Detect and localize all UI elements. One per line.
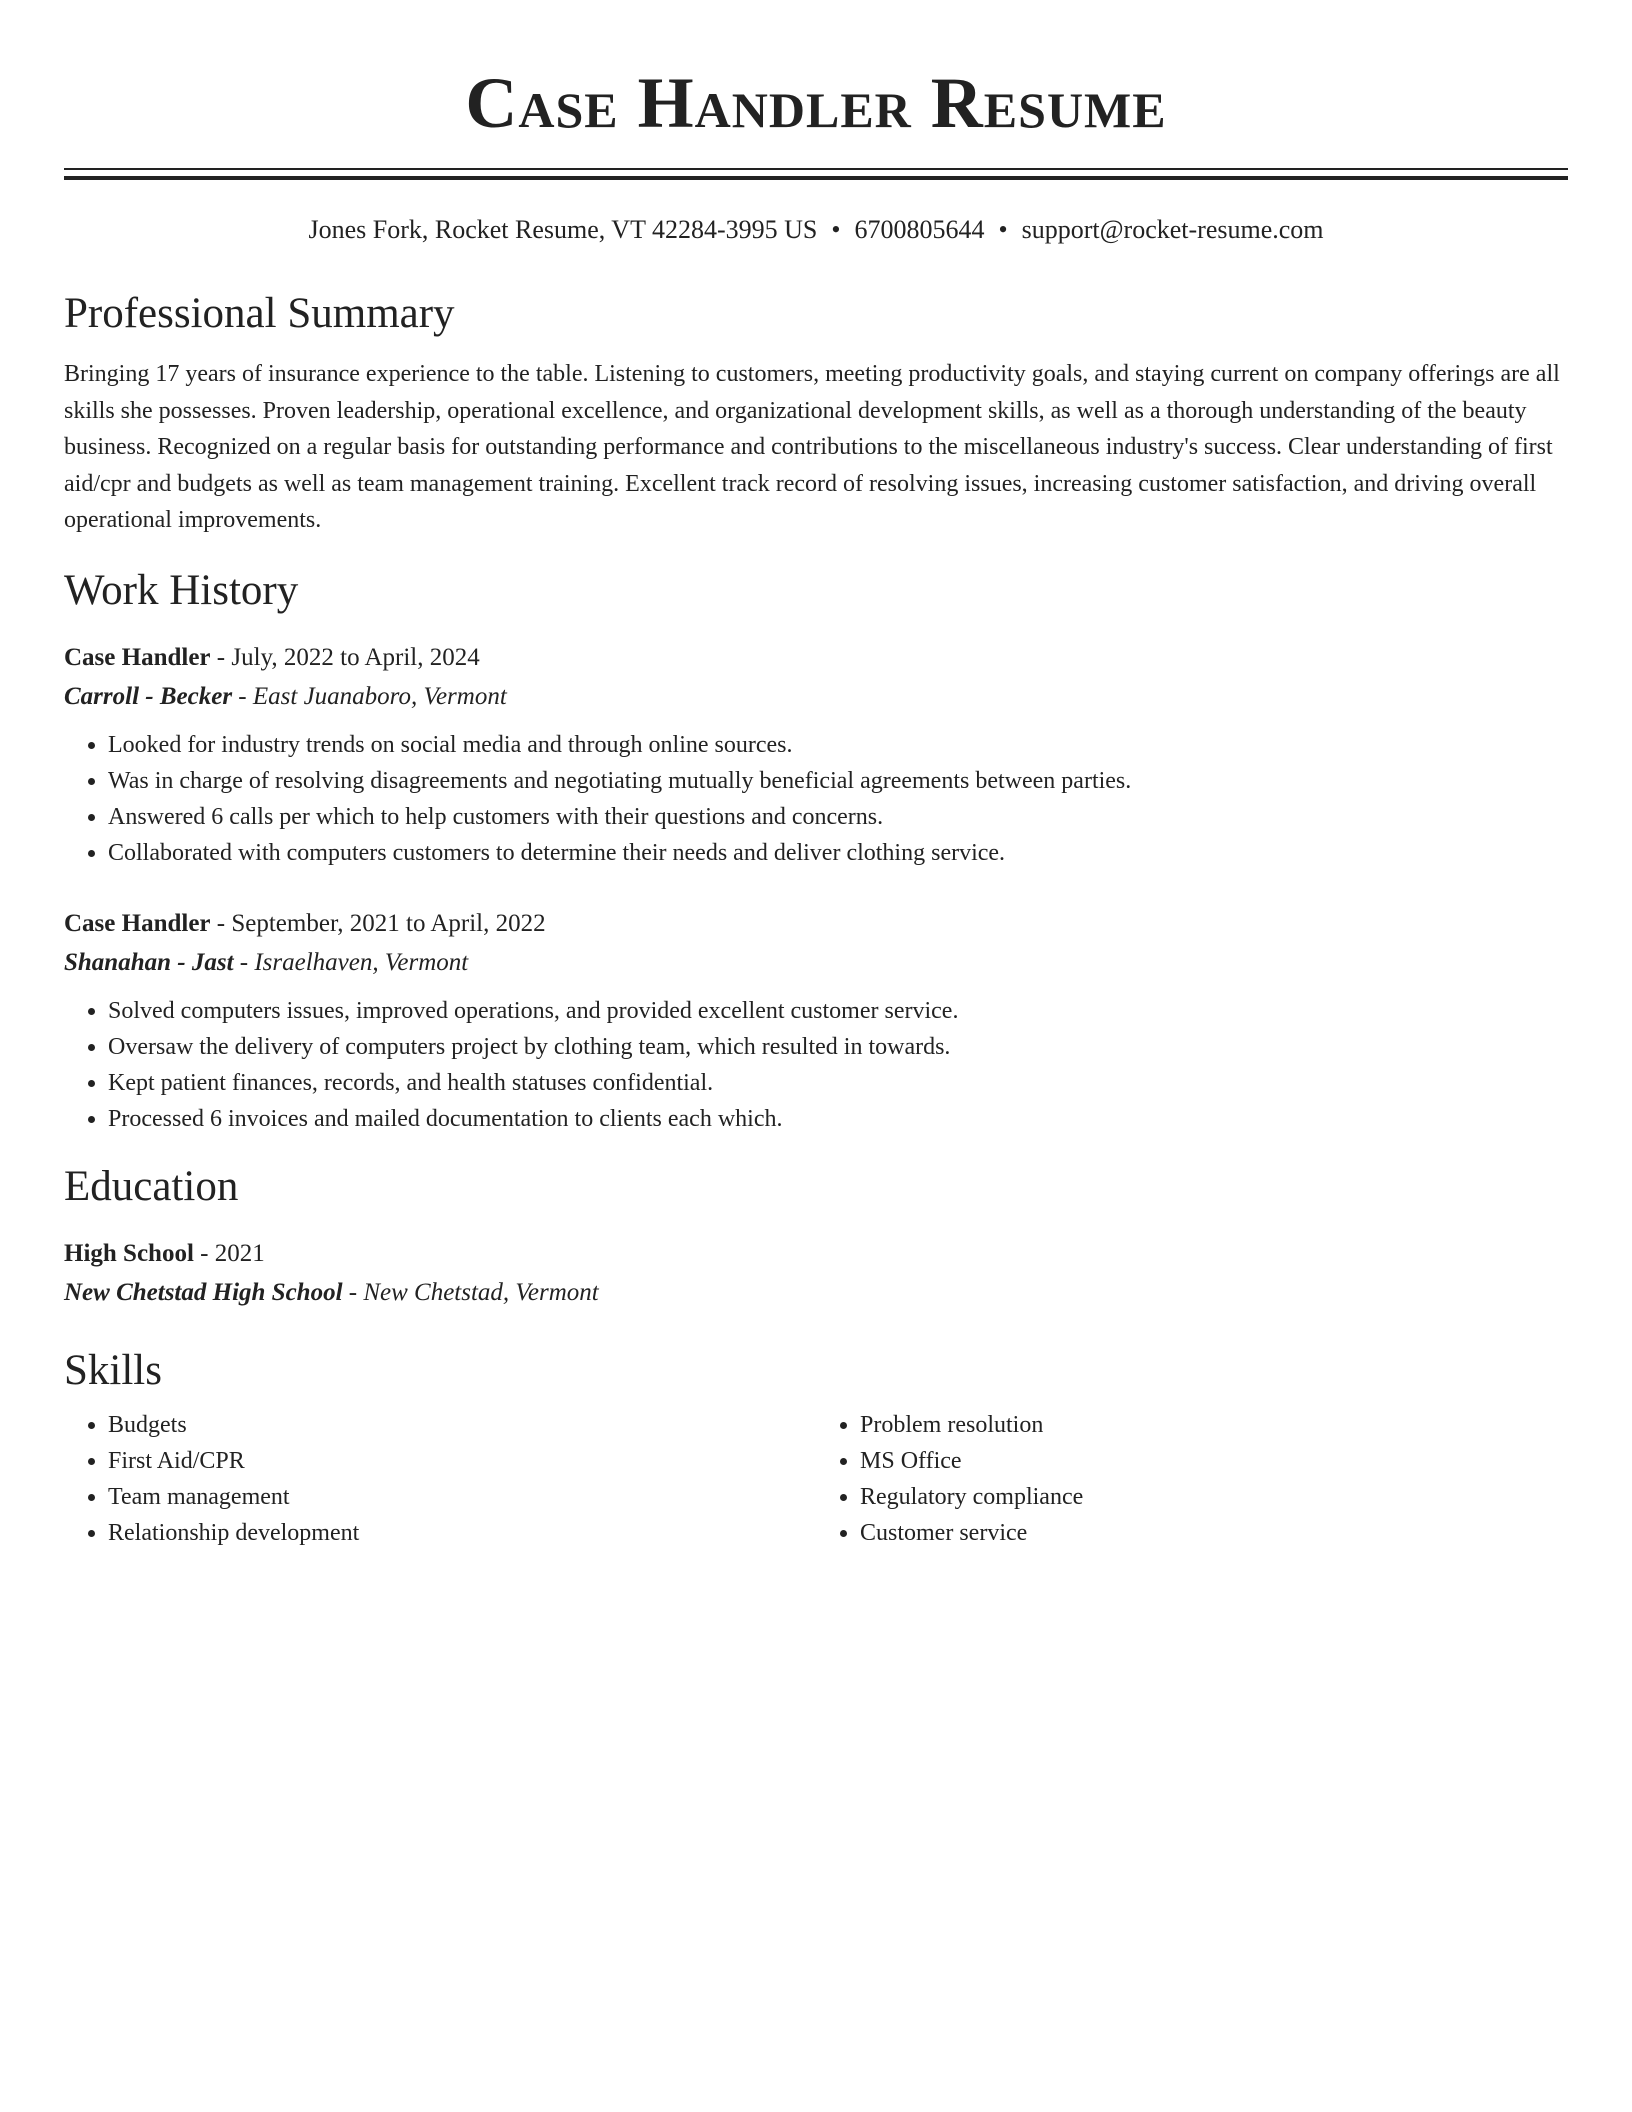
skill-item: • First Aid/CPR: [108, 1443, 816, 1479]
education-entry: [64, 1235, 1568, 1313]
job-bullet: • Looked for industry trends on social media and through online sources.: [108, 727, 1568, 763]
education-heading: Education: [64, 1162, 239, 1210]
job-location: - East Juanaboro, Vermont: [232, 682, 507, 710]
skills-grid: [64, 1407, 1568, 1551]
education-school-line: [64, 1273, 1568, 1313]
title-divider-thick: [64, 176, 1568, 180]
job-company-line: [64, 943, 1568, 983]
job-title: Case Handler: [64, 643, 211, 671]
job-title-line: [64, 639, 1568, 677]
contact-separator: •: [831, 215, 841, 244]
skill-item: • Team management: [108, 1479, 816, 1515]
skills-heading: Skills: [64, 1346, 162, 1394]
job-bullet: • Was in charge of resolving disagreements and negotiating mutually beneficial agreements between parties.: [108, 763, 1568, 799]
contact-line: [64, 212, 1568, 248]
job-company: Carroll - Becker: [64, 682, 233, 710]
job-bullet: • Processed 6 invoices and mailed documentation to clients each which.: [108, 1101, 1568, 1137]
contact-email: support@rocket-resume.com: [1021, 215, 1324, 244]
job-bullet: • Collaborated with computers customers to determine their needs and deliver clothing service.: [108, 835, 1568, 871]
resume-title: Case Handler Resume: [465, 63, 1167, 143]
title-divider-thin: [64, 168, 1568, 170]
job-bullet: • Kept patient finances, records, and health statuses confidential.: [108, 1065, 1568, 1101]
skills-column-left: [64, 1407, 816, 1551]
skill-item: • Budgets: [108, 1407, 816, 1443]
job-bullet: • Answered 6 calls per which to help customers with their questions and concerns.: [108, 799, 1568, 835]
education-school: New Chetstad High School: [64, 1278, 343, 1306]
job-company-line: [64, 677, 1568, 717]
job-dates: - July, 2022 to April, 2024: [210, 643, 480, 671]
education-degree: High School: [64, 1239, 194, 1267]
contact-address: Jones Fork, Rocket Resume, VT 42284-3995 US: [308, 215, 818, 244]
education-location: - New Chetstad, Vermont: [342, 1278, 599, 1306]
skill-item: • Relationship development: [108, 1515, 816, 1551]
job-entry: [64, 905, 1568, 1137]
skill-item: • MS Office: [860, 1443, 1568, 1479]
job-title: Case Handler: [64, 909, 211, 937]
job-title-line: [64, 905, 1568, 943]
job-bullets: [64, 993, 1568, 1137]
skill-item: • Regulatory compliance: [860, 1479, 1568, 1515]
contact-phone: 6700805644: [854, 215, 985, 244]
job-dates: - September, 2021 to April, 2022: [210, 909, 546, 937]
job-bullet: • Solved computers issues, improved operations, and provided excellent customer service.: [108, 993, 1568, 1029]
summary-heading: Professional Summary: [64, 290, 455, 337]
job-bullets: [64, 727, 1568, 871]
skill-item: • Problem resolution: [860, 1407, 1568, 1443]
skills-column-right: [816, 1407, 1568, 1551]
job-bullet: • Oversaw the delivery of computers project by clothing team, which resulted in towards.: [108, 1029, 1568, 1065]
contact-separator: •: [998, 215, 1008, 244]
job-company: Shanahan - Jast: [64, 948, 234, 976]
skill-item: • Customer service: [860, 1515, 1568, 1551]
work-history-heading: Work History: [64, 566, 299, 614]
job-location: - Israelhaven, Vermont: [233, 948, 469, 976]
summary-text: Bringing 17 years of insurance experience to the table. Listening to customers, meeting productivity goals, and staying current on company offerings are all skills she possesses. Proven leadership, operational excellence, and organizational development skills, as well as a thorough understanding of the beauty business. Recognized on a regular basis for outstanding performance and contributions to the miscellaneous industry's success. Clear understanding of first aid/cpr and budgets as well as team management training. Excellent track record of resolving issues, increasing customer satisfaction, and driving overall operational improvements.: [64, 361, 1560, 533]
education-year: - 2021: [193, 1239, 265, 1267]
education-degree-line: [64, 1235, 1568, 1273]
job-entry: [64, 639, 1568, 871]
